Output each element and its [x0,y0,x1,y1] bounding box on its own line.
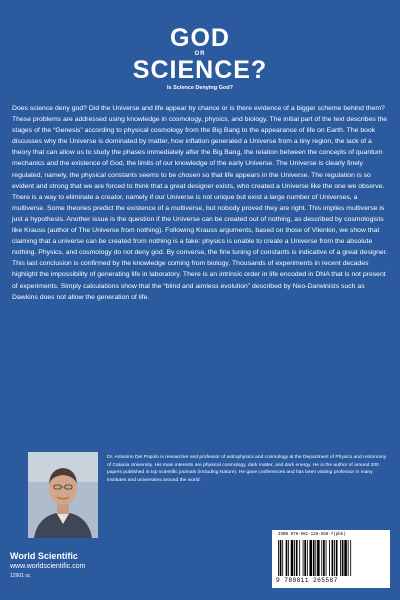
publisher-url: www.worldscientific.com [10,563,86,570]
book-description: Does science deny god? Did the Universe and life appear by chance or is there evidence of a bigger scheme behind them? These problems are addressed using knowledge in cosmology, physics, and biology. The initial part of the text describes the stages of the “Genesis” according to physical cosmology from the Big Bang to the appearance of life on Earth. The book discusses why the Universe is dominated by matter, how inflation generated a Universe from a tiny region, the lack of a theory that can allow us to study the phases immediately after the Big Bang, the relation between the concepts of quantum mechanics and the existence of God, the limits of our knowledge of the early Universe. The Universe is clearly finely regulated, namely, the physical constants seems to be chosen so that life appears in the Universe. The regulation is so evident and strong that we are forced to think that a great designer exists, who created a Universe like the one we observe. There is a way to eliminate a creator, namely if our Universe is not unique but exist a large number of Universes, a multiverse. Some theories predict the existence of a multiverse, but nobody proved they are right. This implies multiverse is just a hypothesis. Another issue is the question if the Universe can be created out of nothing, as described by cosmologists like Krauss (author of The Universe from nothing). Following Krauss arguments, based on those of Vilenkin, we show that claiming that a universe can be created from nothing is a fake: physics is unable to create a Universe from the absolute nothing. Physics, and cosmology do not deny god. By converse, the fine tuning of constants is indicative of a great designer. This last conclusion is confirmed by the knowledge coming from biology. Thousands of experiments in recent decades highlight the impossibility of generating life in laboratory. There is an intrinsic order in life encoded in DNA that is not present of experiments. Simply calculations show that the “blind and aimless evolution” described by Neo-Darwinists such as Dawkins does not allow the generation of life. [12,105,388,301]
title-block [0,26,400,91]
subtitle: Is Science Denying God? [166,85,234,91]
barcode-icon [278,540,384,576]
author-bio: Dr. Antonino Del Popolo is researcher and professor of astrophysics and cosmology at the Department of Physics and Astronomy of Catania University. His main interests are physical cosmology, dark matter, and dark energy. He is the author of around 200 papers published in top scientific journals (including Nature). He gave conferences and has been visiting professor in many institutes and universities around the world. [107,455,387,483]
catalog-code: 12901 sc [10,573,31,579]
title-science: SCIENCE? [132,56,268,84]
barcode-digits: 9 789811 265587 [276,577,338,584]
barcode-box [272,530,390,588]
author-photo [28,452,98,538]
title-god: GOD [170,24,230,52]
publisher-name: World Scientific [10,551,78,561]
author-portrait-icon [28,452,98,538]
isbn-label: ISBN 978-981-126-558-7(pbk) [278,533,346,537]
title-or: OR [194,51,206,57]
publisher-block [10,551,85,580]
